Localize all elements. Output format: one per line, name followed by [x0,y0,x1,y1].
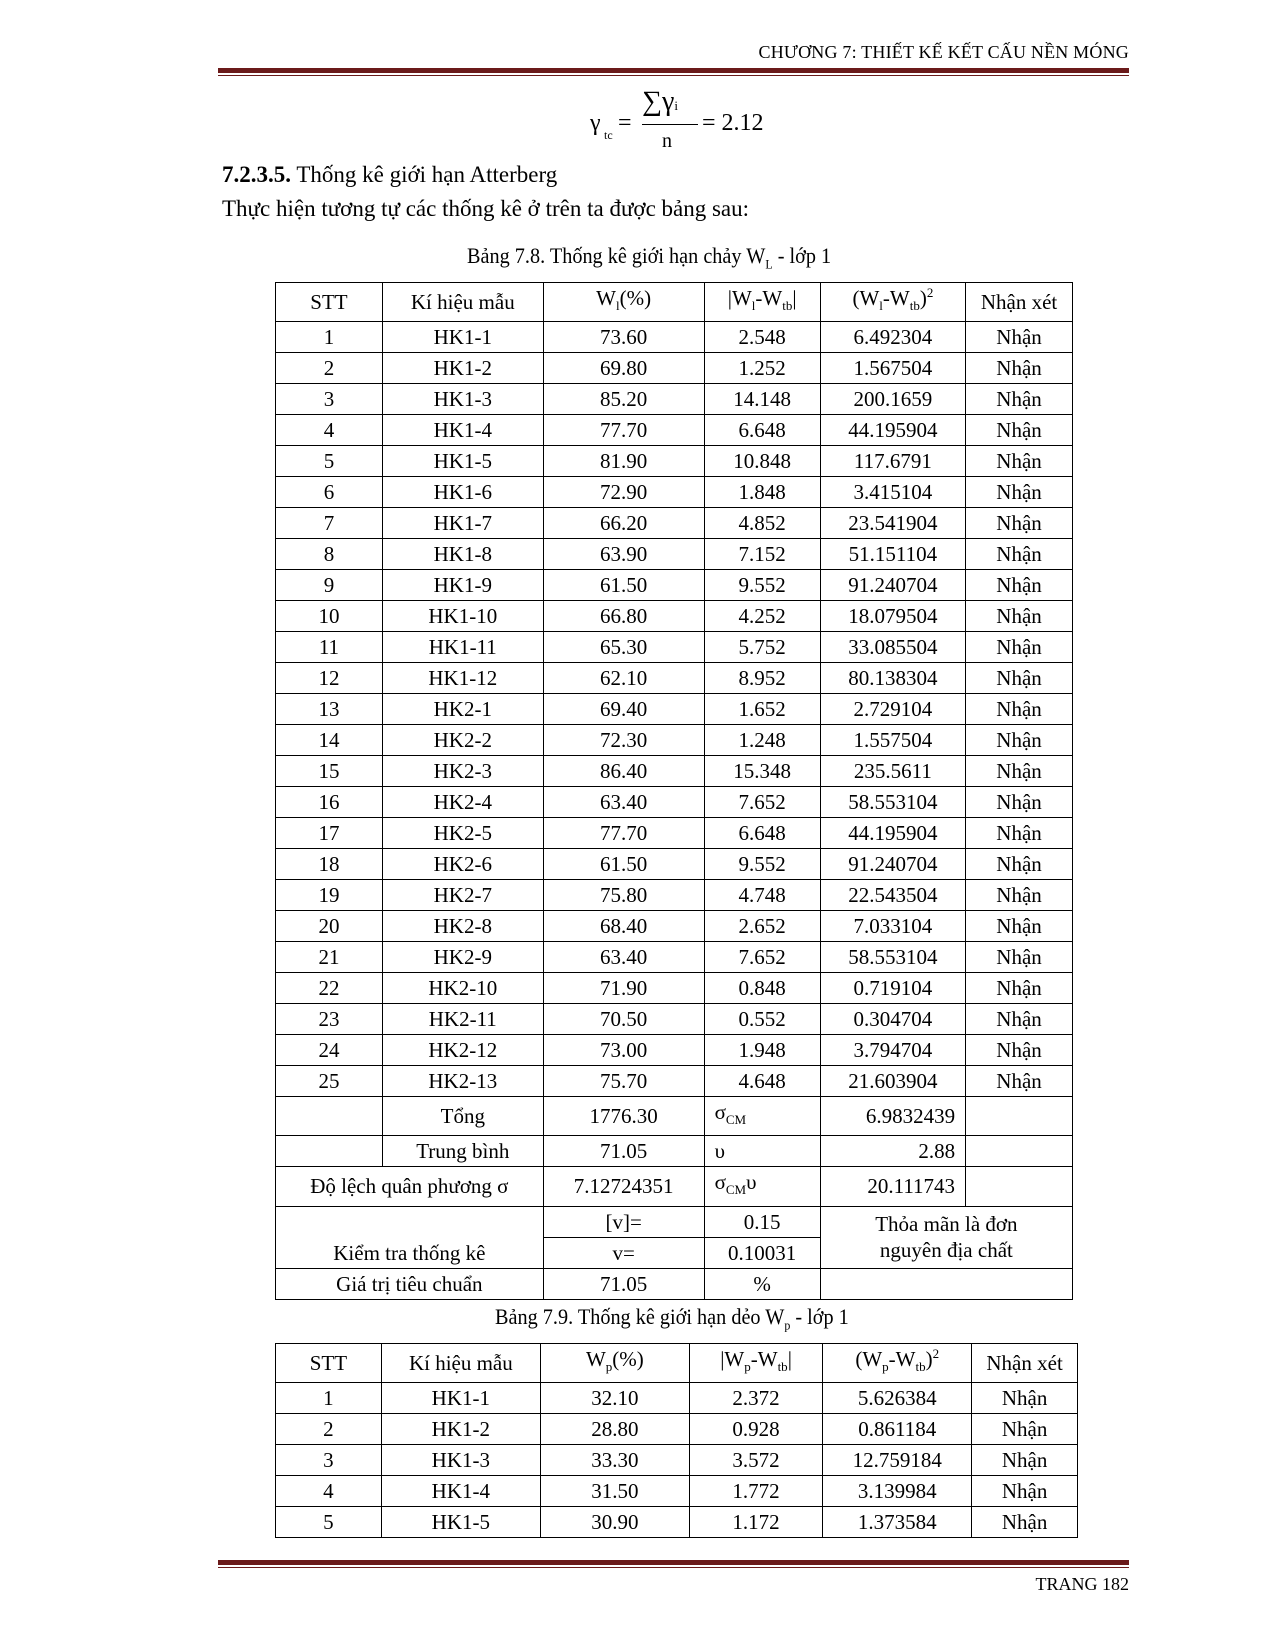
cell-remark: Nhận [966,1066,1073,1097]
stddev-row [276,1167,1073,1206]
cell-w: 69.40 [543,694,704,725]
table-row [276,508,1073,539]
cell-squared: 3.139984 [823,1476,972,1507]
cell-deviation: 6.648 [704,415,820,446]
cell-deviation: 8.952 [704,663,820,694]
table-row [276,1445,1078,1476]
cell-squared: 1.557504 [820,725,965,756]
table2-caption: Bảng 7.9. Thống kê giới hạn dẻo $W_p$ - lớp 1 [495,1304,849,1333]
cell-remark: Nhận [972,1507,1078,1538]
sum-value: 1776.30 [543,1097,704,1136]
cell-sample-id: HK2-10 [382,973,543,1004]
table-row [276,384,1073,415]
stddev-label: Độ lệch quân phương σ [276,1167,544,1206]
cell-stt: 2 [276,353,383,384]
cell-w: 72.90 [543,477,704,508]
cell-stt: 7 [276,508,383,539]
formula-eq: = [618,110,632,136]
cell-squared: 91.240704 [820,849,965,880]
cell-squared: 235.5611 [820,756,965,787]
intro-paragraph: Thực hiện tương tự các thống kê ở trên ta được bảng sau: [222,196,750,221]
table-row [276,415,1073,446]
cell-sample-id: HK2-5 [382,818,543,849]
cell-deviation: 7.652 [704,787,820,818]
cell-stt: 4 [276,415,383,446]
cell-stt: 6 [276,477,383,508]
table-row [276,973,1073,1004]
cell-w: 31.50 [540,1476,689,1507]
cell-sample-id: HK2-12 [382,1035,543,1066]
cell-w: 75.80 [543,880,704,911]
sigma-cm-value: 6.9832439 [820,1097,965,1136]
cell-w: 68.40 [543,911,704,942]
header-nhan-xet: Nhận xét [972,1344,1078,1383]
check-label: Kiểm tra thống kê [276,1206,544,1268]
header-deviation: $|W_p-W_{tb}|$ [689,1344,822,1383]
cell-stt: 4 [276,1476,382,1507]
fraction-bar [642,124,698,125]
header-rule [218,68,1129,76]
cell-w: 33.30 [540,1445,689,1476]
cell-w: 32.10 [540,1383,689,1414]
sigma-cm-u-label: $\sigma_{CM}\upsilon$ [704,1167,820,1206]
table-row [276,353,1073,384]
cell-remark: Nhận [966,725,1073,756]
cell-deviation: 9.552 [704,849,820,880]
cell-sample-id: HK1-10 [382,601,543,632]
cell-remark: Nhận [966,508,1073,539]
table-row [276,694,1073,725]
cell-stt: 1 [276,322,383,353]
cell-sample-id: HK1-3 [382,384,543,415]
table1-caption: Bảng 7.8. Thống kê giới hạn chảy $W_L$ - lớp 1 [467,243,832,272]
cell-squared: 80.138304 [820,663,965,694]
cell-sample-id: HK2-9 [382,942,543,973]
table-row [276,446,1073,477]
cell-squared: 58.553104 [820,787,965,818]
cell-squared: 3.415104 [820,477,965,508]
cell-w: 61.50 [543,849,704,880]
sigma-cm-u-value: 20.111743 [820,1167,965,1206]
cell-sample-id: HK1-2 [382,353,543,384]
cell-remark: Nhận [966,694,1073,725]
cell-remark: Nhận [966,353,1073,384]
cell-squared: 21.603904 [820,1066,965,1097]
cell-stt: 5 [276,1507,382,1538]
table-row [276,911,1073,942]
cell-remark: Nhận [966,880,1073,911]
header-deviation: $|W_l-W_{tb}|$ [704,283,820,322]
standard-value-row [276,1268,1073,1299]
header-nhan-xet: Nhận xét [966,283,1073,322]
table-row [276,787,1073,818]
cell-squared: 117.6791 [820,446,965,477]
cell-deviation: 2.372 [689,1383,822,1414]
cell-deviation: 14.148 [704,384,820,415]
cell-squared: 33.085504 [820,632,965,663]
cell-sample-id: HK1-8 [382,539,543,570]
cell-remark: Nhận [966,1004,1073,1035]
formula-numerator: ∑γi [642,86,678,117]
cell-remark: Nhận [972,1383,1078,1414]
cell-remark: Nhận [966,911,1073,942]
table-row [276,1414,1078,1445]
table-row [276,1004,1073,1035]
cell-remark: Nhận [966,477,1073,508]
cell-remark: Nhận [966,322,1073,353]
cell-remark: Nhận [966,787,1073,818]
header-ki-hieu: Kí hiệu mẫu [381,1344,540,1383]
cell-remark: Nhận [972,1476,1078,1507]
cell-deviation: 10.848 [704,446,820,477]
cell-w: 66.80 [543,601,704,632]
cell-w: 63.40 [543,787,704,818]
table-row [276,1476,1078,1507]
cell-deviation: 7.152 [704,539,820,570]
cell-w: 73.60 [543,322,704,353]
cell-w: 77.70 [543,818,704,849]
chapter-header: CHƯƠNG 7: THIẾT KẾ KẾT CẤU NỀN MÓNG [758,42,1129,62]
liquid-limit-table [275,282,1073,1300]
cell-deviation: 1.248 [704,725,820,756]
cell-deviation: 15.348 [704,756,820,787]
cell-deviation: 2.652 [704,911,820,942]
cell-sample-id: HK1-3 [381,1445,540,1476]
cell-stt: 24 [276,1035,383,1066]
cell-sample-id: HK1-12 [382,663,543,694]
cell-deviation: 4.852 [704,508,820,539]
cell-sample-id: HK1-1 [381,1383,540,1414]
cell-sample-id: HK1-1 [382,322,543,353]
cell-sample-id: HK2-1 [382,694,543,725]
cell-stt: 19 [276,880,383,911]
upsilon-label: υ [704,1136,820,1167]
cell-w: 65.30 [543,632,704,663]
cell-w: 85.20 [543,384,704,415]
cell-sample-id: HK2-11 [382,1004,543,1035]
cell-sample-id: HK2-8 [382,911,543,942]
table-row [276,477,1073,508]
cell-stt: 20 [276,911,383,942]
cell-squared: 0.861184 [823,1414,972,1445]
cell-remark: Nhận [966,384,1073,415]
cell-sample-id: HK1-5 [381,1507,540,1538]
cell-sample-id: HK2-13 [382,1066,543,1097]
cell-stt: 23 [276,1004,383,1035]
cell-sample-id: HK1-4 [382,415,543,446]
cell-w: 63.90 [543,539,704,570]
page-number: TRANG 182 [1035,1574,1129,1594]
footer-rule [218,1560,1129,1568]
cell-remark: Nhận [972,1414,1078,1445]
cell-w: 77.70 [543,415,704,446]
table-row [276,570,1073,601]
cell-sample-id: HK2-3 [382,756,543,787]
cell-remark: Nhận [966,818,1073,849]
sum-row [276,1097,1073,1136]
cell-w: 61.50 [543,570,704,601]
header-squared: $(W_l-W_{tb})^2$ [820,283,965,322]
table-row [276,663,1073,694]
cell-squared: 58.553104 [820,942,965,973]
cell-squared: 7.033104 [820,911,965,942]
cell-w: 81.90 [543,446,704,477]
mean-row [276,1136,1073,1167]
cell-deviation: 0.552 [704,1004,820,1035]
check-row-1 [276,1206,1073,1237]
v-value: 0.10031 [704,1237,820,1268]
cell-deviation: 5.752 [704,632,820,663]
plastic-limit-table [275,1343,1078,1538]
standard-unit: % [704,1268,820,1299]
cell-sample-id: HK2-7 [382,880,543,911]
cell-remark: Nhận [966,415,1073,446]
table-row [276,1035,1073,1066]
cell-deviation: 4.748 [704,880,820,911]
cell-squared: 22.543504 [820,880,965,911]
cell-stt: 3 [276,1445,382,1476]
sigma-cm-label: $\sigma_{CM}$ [704,1097,820,1136]
formula-lhs-sub: tc [604,128,613,142]
v-limit-label: [v]= [543,1206,704,1237]
cell-stt: 22 [276,973,383,1004]
cell-stt: 12 [276,663,383,694]
table-row [276,880,1073,911]
header-squared: $(W_p-W_{tb})^2$ [823,1344,972,1383]
cell-squared: 1.373584 [823,1507,972,1538]
cell-deviation: 0.928 [689,1414,822,1445]
cell-sample-id: HK1-5 [382,446,543,477]
table-row [276,322,1073,353]
cell-stt: 10 [276,601,383,632]
formula-denominator: n [662,130,672,152]
table-row [276,818,1073,849]
formula-result: = 2.12 [702,110,764,136]
cell-squared: 18.079504 [820,601,965,632]
section-number: 7.2.3.5. [222,162,291,187]
cell-squared: 200.1659 [820,384,965,415]
cell-w: 69.80 [543,353,704,384]
cell-stt: 8 [276,539,383,570]
cell-deviation: 3.572 [689,1445,822,1476]
cell-deviation: 4.648 [704,1066,820,1097]
cell-w: 70.50 [543,1004,704,1035]
cell-deviation: 7.652 [704,942,820,973]
cell-remark: Nhận [966,1035,1073,1066]
cell-w: 75.70 [543,1066,704,1097]
cell-remark: Nhận [966,663,1073,694]
cell-stt: 17 [276,818,383,849]
cell-squared: 91.240704 [820,570,965,601]
cell-stt: 9 [276,570,383,601]
cell-sample-id: HK1-11 [382,632,543,663]
cell-squared: 3.794704 [820,1035,965,1066]
section-heading [222,162,557,188]
cell-squared: 12.759184 [823,1445,972,1476]
section-title: Thống kê giới hạn Atterberg [296,162,558,187]
v-label: v= [543,1237,704,1268]
header-ki-hieu: Kí hiệu mẫu [382,283,543,322]
cell-remark: Nhận [966,632,1073,663]
cell-stt: 15 [276,756,383,787]
cell-stt: 18 [276,849,383,880]
cell-deviation: 2.548 [704,322,820,353]
table-row [276,725,1073,756]
cell-sample-id: HK1-6 [382,477,543,508]
cell-remark: Nhận [966,446,1073,477]
cell-deviation: 1.772 [689,1476,822,1507]
cell-deviation: 1.172 [689,1507,822,1538]
cell-stt: 3 [276,384,383,415]
formula-lhs: γ [590,110,601,136]
cell-stt: 2 [276,1414,382,1445]
cell-stt: 14 [276,725,383,756]
standard-value: 71.05 [543,1268,704,1299]
cell-deviation: 1.252 [704,353,820,384]
header-w: $W_p(\%)$ [540,1344,689,1383]
mean-label: Trung bình [382,1136,543,1167]
cell-sample-id: HK2-2 [382,725,543,756]
cell-squared: 6.492304 [820,322,965,353]
table-row [276,601,1073,632]
gamma-formula [590,82,810,157]
cell-deviation: 1.652 [704,694,820,725]
cell-stt: 5 [276,446,383,477]
cell-remark: Nhận [966,570,1073,601]
cell-deviation: 1.948 [704,1035,820,1066]
table-row [276,756,1073,787]
cell-squared: 0.304704 [820,1004,965,1035]
cell-sample-id: HK1-4 [381,1476,540,1507]
table-row [276,942,1073,973]
check-conclusion: Thỏa mãn là đơn nguyên địa chất [820,1206,1072,1268]
cell-deviation: 6.648 [704,818,820,849]
cell-remark: Nhận [972,1445,1078,1476]
cell-squared: 44.195904 [820,818,965,849]
cell-remark: Nhận [966,601,1073,632]
header-stt: STT [276,1344,382,1383]
cell-squared: 2.729104 [820,694,965,725]
table-header-row [276,1344,1078,1383]
cell-remark: Nhận [966,849,1073,880]
table-row [276,1066,1073,1097]
cell-w: 86.40 [543,756,704,787]
table-row [276,1383,1078,1414]
header-w: $W_l(\%)$ [543,283,704,322]
cell-remark: Nhận [966,756,1073,787]
cell-sample-id: HK2-4 [382,787,543,818]
cell-squared: 44.195904 [820,415,965,446]
cell-squared: 1.567504 [820,353,965,384]
cell-stt: 21 [276,942,383,973]
cell-w: 28.80 [540,1414,689,1445]
cell-stt: 16 [276,787,383,818]
cell-remark: Nhận [966,973,1073,1004]
cell-w: 71.90 [543,973,704,1004]
v-limit-value: 0.15 [704,1206,820,1237]
cell-squared: 51.151104 [820,539,965,570]
cell-stt: 11 [276,632,383,663]
cell-w: 72.30 [543,725,704,756]
stddev-value: 7.12724351 [543,1167,704,1206]
cell-stt: 13 [276,694,383,725]
cell-remark: Nhận [966,539,1073,570]
cell-deviation: 9.552 [704,570,820,601]
cell-sample-id: HK2-6 [382,849,543,880]
table-row [276,1507,1078,1538]
cell-squared: 0.719104 [820,973,965,1004]
cell-w: 66.20 [543,508,704,539]
cell-w: 63.40 [543,942,704,973]
cell-deviation: 1.848 [704,477,820,508]
sum-label: Tổng [382,1097,543,1136]
upsilon-value: 2.88 [820,1136,965,1167]
cell-deviation: 0.848 [704,973,820,1004]
cell-stt: 25 [276,1066,383,1097]
cell-deviation: 4.252 [704,601,820,632]
cell-stt: 1 [276,1383,382,1414]
table-row [276,632,1073,663]
table-header-row [276,283,1073,322]
standard-value-label: Giá trị tiêu chuẩn [276,1268,544,1299]
cell-sample-id: HK1-9 [382,570,543,601]
cell-w: 30.90 [540,1507,689,1538]
cell-w: 73.00 [543,1035,704,1066]
table-row [276,539,1073,570]
cell-squared: 23.541904 [820,508,965,539]
mean-value: 71.05 [543,1136,704,1167]
cell-sample-id: HK1-7 [382,508,543,539]
cell-squared: 5.626384 [823,1383,972,1414]
table-row [276,849,1073,880]
cell-sample-id: HK1-2 [381,1414,540,1445]
cell-remark: Nhận [966,942,1073,973]
header-stt: STT [276,283,383,322]
cell-w: 62.10 [543,663,704,694]
